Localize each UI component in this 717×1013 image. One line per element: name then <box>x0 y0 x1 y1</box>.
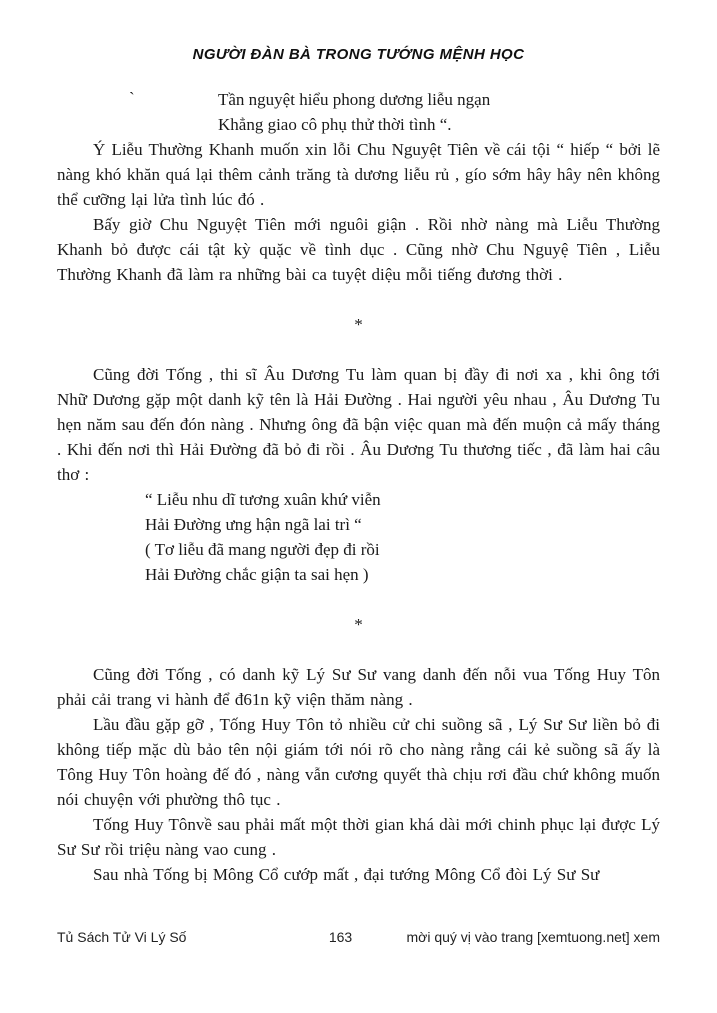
verse-line: Hải Đường ưng hận ngã lai trì “ <box>145 515 362 534</box>
verse-line: “ Liễu nhu dĩ tương xuân khứ viễn <box>145 490 381 509</box>
paragraph: Lầu đầu gặp gỡ , Tống Huy Tôn tỏ nhiều cử chi suồng sã , Lý Sư Sư liền bỏ đi không tiếp mặc dù bảo tên nội giám tới nói rõ cho nàng rằng cái kẻ suồng sã ấy là Tông Huy Tôn hoàng đế đó , nàng vẫn cương quyết thà chịu rơi đầu chứ không muốn nói chuyện với phường thô tục . <box>57 715 660 809</box>
paragraph: Cũng đời Tống , có danh kỹ Lý Sư Sư vang danh đến nỗi vua Tống Huy Tôn phải cải trang vi hành để đ61n kỹ viện thăm nàng . <box>57 665 660 709</box>
page-number: 163 <box>328 929 353 945</box>
page-footer <box>57 929 660 945</box>
verse-line: Hải Đường chắc giận ta sai hẹn ) <box>145 565 369 584</box>
verse-line: ( Tơ liễu đã mang người đẹp đi rồi <box>145 540 380 559</box>
page-content <box>57 46 660 887</box>
epigraph-block <box>57 87 660 137</box>
epigraph-line: Khẳng giao cô phụ thử thời tình “. <box>218 115 452 134</box>
footer-site-note: mời quý vị vào trang [xemtuong.net] xem <box>406 929 661 945</box>
paragraph: Ý Liễu Thường Khanh muốn xin lỗi Chu Nguyệt Tiên về cái tội “ hiếp “ bởi lẽ nàng khó khăn quá lại thêm cảnh trăng tà dương liễu rủ , gío sớm hây hây nên không thể cưỡng lại lửa tình lúc đó . <box>57 140 660 209</box>
epigraph-line: Tần nguyệt hiểu phong dương liễu ngạn <box>218 90 491 109</box>
paragraph: Bấy giờ Chu Nguyệt Tiên mới nguôi giận . Rồi nhờ nàng mà Liễu Thường Khanh bỏ được cái tật kỳ quặc về tình dục . Cũng nhờ Chu Nguyệ Tiên , Liễu Thường Khanh đã làm ra những bài ca tuyệt diệu mỗi tiếng đương thời . <box>57 215 660 284</box>
epigraph-marker: ` <box>129 89 135 108</box>
verse-quote-block <box>57 487 660 587</box>
section-separator: * <box>354 615 363 634</box>
footer-book-title: Tủ Sách Tử Vi Lý Số <box>57 929 187 945</box>
paragraph: Sau nhà Tống bị Mông Cổ cướp mất , đại tướng Mông Cổ đòi Lý Sư Sư <box>93 865 600 884</box>
paragraph: Tống Huy Tônvề sau phải mất một thời gian khá dài mới chinh phục lại được Lý Sư Sư rồi triệu nàng vao cung . <box>57 815 660 859</box>
page-title: NGƯỜI ĐÀN BÀ TRONG TƯỚNG MỆNH HỌC <box>192 46 525 63</box>
paragraph: Cũng đời Tống , thi sĩ Âu Dương Tu làm quan bị đầy đi nơi xa , khi ông tới Nhữ Dương gặp một danh kỹ tên là Hải Đường . Hai người yêu nhau , Âu Dương Tu hẹn năm sau đến đón nàng . Nhưng ông đã bận việc quan mà đến muộn cả mấy tháng . Khi đến nơi thì Hải Đường đã bỏ đi rồi . Âu Dương Tu thương tiếc , đã làm hai câu thơ : <box>57 365 660 484</box>
section-separator: * <box>354 315 363 334</box>
